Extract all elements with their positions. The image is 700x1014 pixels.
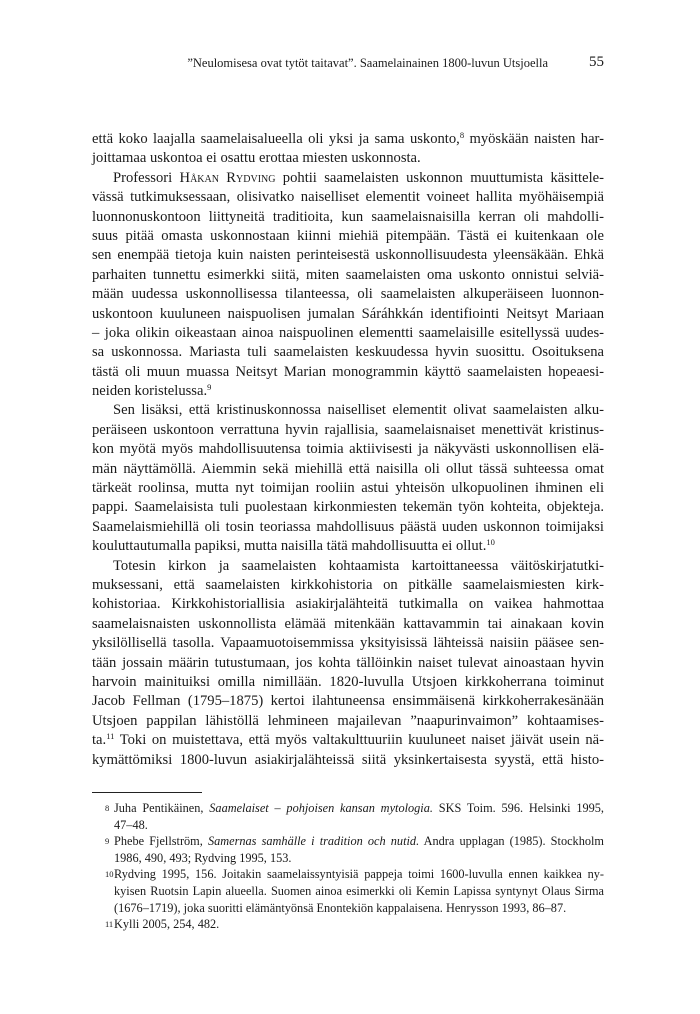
text-line: Sen lisäksi, että kristinuskonnossa naiselliset elementit olivat saamelaisten alku- [113,402,604,419]
text-line: luonnonuskontoon liittyneitä traditioita, kun saamelaisnaisilla kerran oli mahdolli- [92,208,604,225]
main-text [92,130,604,770]
text-line: yksilöllisellä tasolla. Vapaamuotoisemmissa yksityisissä lähteissä naisiin pääsee sen- [92,635,604,652]
paragraph [92,557,604,770]
footnote-line: 47–48. [114,817,148,832]
text-line: uskontoon kuuluneen naispuolisen jumalan Sáráhkkán identifiointi Neitsyt Mariaan [92,305,604,322]
text-line: tästä oli muun muassa Neitsyt Marian monogrammin käyttö saamelaisten hopeaesi- [92,363,604,380]
footnote-line: kyisen Ruotsin Lapin alueella. Suomen ainoa esimerkki oli Kemin Lapissa syntynyt Olaus Sirma [114,883,604,898]
footnote-ref: 9 [207,382,212,393]
text-line: tään jossain määrin tutustumaan, jos kohta tällöinkin naiset tulevat ainoastaan hyvin [92,654,604,671]
page-number: 55 [589,54,604,70]
text-line: sa uskonnossa. Mariasta tuli saamelaisten keskuudessa hyvin suosittu. Osoituksena [92,344,604,361]
footnotes [92,800,604,933]
book-title: Saamelaiset – pohjoisen kansan mytologia. [209,801,433,815]
text-line: Utsjoen pappilan lähistöllä lehmineen majailevan ”naapurinvaimon” kohtaamises- [92,712,604,729]
footnote-8 [92,800,604,833]
text-line: saamelaisnaisten uskonnollista elämää mitenkään kattavammin tai ainakaan kovin [92,615,604,632]
book-title: Samernas samhälle i tradition och nutid. [207,834,420,849]
footnote-line: Juha Pentikäinen, Saamelaiset – pohjoisen kansan mytologia. SKS Toim. 596. Helsinki 1995, [114,801,604,815]
text-line: kon myötä myös mahdollisuutensa toimia aktiivisesti ja näkyvästi uskonnollisen elä- [92,441,604,458]
text-line: Professori Håkan Rydving pohtii saamelaisten uskonnon muuttumista käsittele- [113,169,604,186]
paragraph [92,401,604,556]
footnote-number: 8 [105,803,110,813]
paragraph [92,169,604,402]
text-line: kouluttautumalla papiksi, mutta naisilla tätä mahdollisuutta ei ollut.$^{10}$ [92,537,495,555]
text-line: – joka olikin oikeastaan ainoa naispuolinen elementti saamelaisille esitellyssä uudes- [92,324,604,341]
footnote-line: (1676–1719), joka suoritti elämäntyönsä Enontekiön kappalaisena. Henrysson 1993, 86–87. [114,900,567,915]
footnote-line: 1986, 490, 493; Rydving 1995, 153. [114,850,292,865]
footnote-number: 11 [105,919,114,930]
footnote-11 [92,916,604,933]
footnote-9 [92,833,604,866]
footnote-divider [92,792,202,793]
footnote-number: 9 [105,836,110,847]
footnote-ref: 10 [486,537,495,548]
text-line: mään uudessa uskonnollisessa tilanteessa, oli saamelaisten alkuperäiseen luonnon- [92,286,604,303]
text-line: vässä tutkimuksessaan, olisivatko naiselliset elementit voineet hallita myöhäisempiä [92,189,604,206]
footnote-line: Rydving 1995, 156. Joitakin saamelaissyntyisiä pappeja toimi 1600-luvulla ennen kaikkea ny- [114,867,604,882]
paragraph [92,130,604,169]
text-line: parhaiten tunnettu esimerkki siitä, miten saamelaisten oma uskonto onnistui selviä- [92,266,604,283]
text-line: ta.$^{11}$ Toki on muistettava, että myös valtakulttuuriin kuuluneet naiset jäivät usein nä- [92,731,604,749]
footnote-ref: 11 [106,731,115,742]
running-title: ”Neulomisesa ovat tytöt taitavat”. Saamelainainen 1800-luvun Utsjoella [187,56,548,70]
footnote-ref: 8 [459,130,465,140]
text-line: Totesin kirkon ja saamelaisten kohtaamista kartoittaneessa väitöskirjatutki- [113,557,604,574]
text-line: suus pitää omasta uskonnostaan kiinni miehiä pitempään. Tästä ei kuitenkaan ole [92,227,604,244]
text-line: kymättömiksi 1800-luvun asiakirjalähteissä siitä yksinkertaisesta syystä, että histo- [92,751,604,768]
text-line: sen enempää tietoja kuin naisten perinteisestä uskonnollisuudesta yleensäkään. Ehkä [92,247,604,264]
text-line: tärkeät roolinsa, mutta nyt toimijan rooliin astui yhteisön ulkopuolinen ihminen eli [92,480,604,497]
text-line: pappi. Saamelaisista tuli puolestaan kirkonmiesten tekemän työn kohteita, objekteja. [92,499,604,516]
text-line: män näyttämöllä. Aiemmin sekä miehillä että naisilla oli ollut tässä suhteessa omat [92,460,604,477]
text-line: muksessani, että saamelaisten kirkkohistoria on pitkälle saamelaismiesten kirk- [92,576,604,593]
footnote-number: 10 [105,869,114,880]
text-line: Saamelaismiehillä oli tosin teoriassa mahdollisuus päästä uuden uskonnon toimijaksi [92,518,604,535]
text-line: harvoin mainituiksi omilla nimillään. 1820-luvulla Utsjoen kirkkoherrana toiminut [92,673,604,690]
text-line: Jacob Fellman (1795–1875) kertoi ilahtuneensa ensimmäisenä kirkkoherrakesänään [92,693,604,710]
text-line: neiden koristelussa.$^9$ [92,382,212,400]
text-line: peräiseen uskontoon verrattuna hyvin rajallisia, saamelaisnaiset menettivät kristinus- [92,421,604,438]
text-line: kohistoriaa. Kirkkohistoriallisia asiakirjalähteitä tutkimalla on vaikea hahmottaa [92,596,604,613]
author-name: Håkan Rydving [179,169,276,186]
footnote-10 [92,866,604,916]
footnote-line: Phebe Fjellström, Samernas samhälle i tradition och nutid. Andra upplagan (1985). Stockholm [114,834,604,849]
text-line: joittamaa uskontoa ei osattu erottaa miesten uskonnosta. [92,150,421,167]
footnote-line: Kylli 2005, 254, 482. [114,917,220,932]
text-line: että koko laajalla saamelaisalueella oli yksi ja sama uskonto,$^8$ myöskään naisten har- [92,130,604,147]
